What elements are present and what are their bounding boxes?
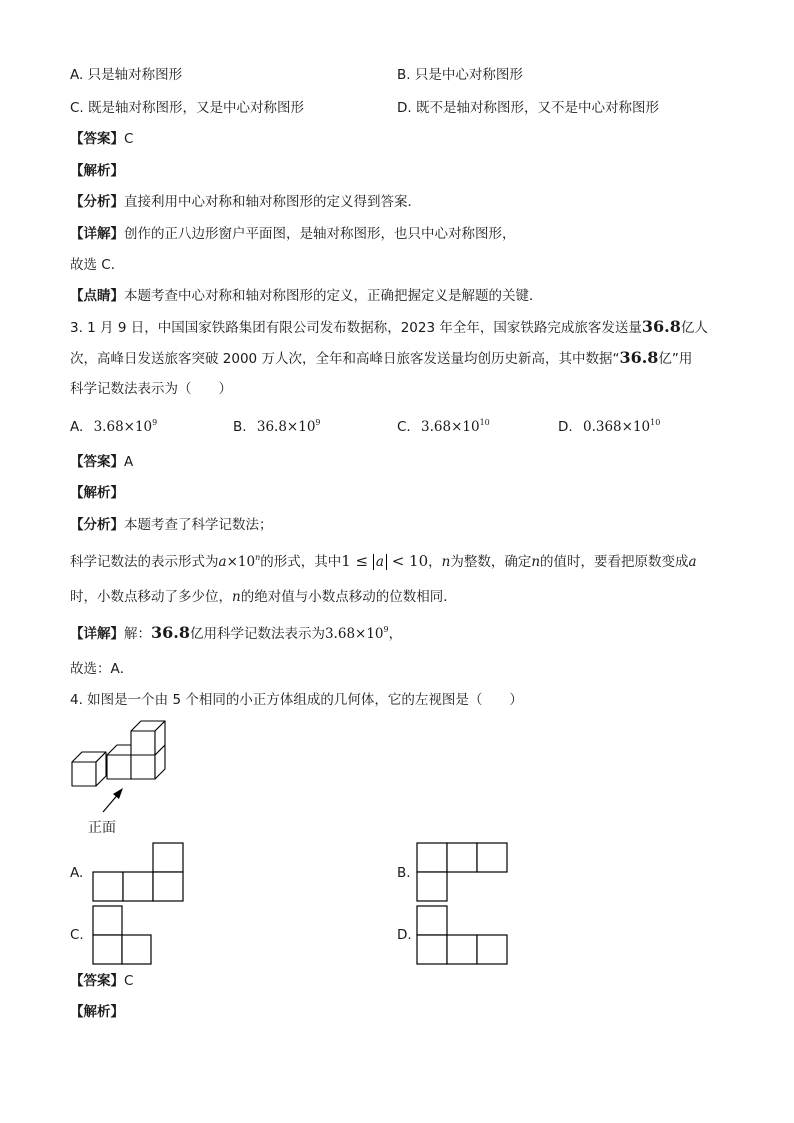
- fenxi-text: 本题考查了科学记数法；: [124, 517, 273, 533]
- rule-text: 科学记数法的表示形式为: [70, 554, 219, 570]
- q3-option-c: [397, 418, 490, 436]
- rule-var-n: n: [531, 554, 541, 570]
- xiangjie-exponent: 9: [383, 625, 389, 634]
- q2-option-a: A. 只是轴对称图形: [70, 67, 183, 83]
- q3-option-b: [233, 418, 321, 436]
- q2-option-b: B. 只是中心对称图形: [397, 67, 523, 83]
- q4-answer: [70, 972, 133, 990]
- q4-option-a-view: [92, 842, 185, 902]
- q3-stem-text: 次，高峰日发送旅客突破 2000 万人次，全年和高峰日旅客发送量均创历史新高，其中数据“: [70, 351, 620, 367]
- q4-option-b-view: [416, 842, 509, 902]
- rule-text: 为整数，确定: [450, 554, 532, 570]
- dianjing-text: 本题考查中心对称和轴对称图形的定义，正确把握定义是解题的关键．: [124, 288, 543, 304]
- q2-option-d: D. 既不是轴对称图形，又不是中心对称图形: [397, 100, 659, 116]
- fenxi-tag: 【分析】: [70, 517, 124, 533]
- rule-var-n: n: [232, 589, 241, 605]
- q3-fenxi: [70, 516, 273, 534]
- q2-fenxi: [70, 193, 421, 211]
- q2-jiexi-tag: 【解析】: [70, 163, 124, 179]
- q2-option-c: C. 既是轴对称图形，又是中心对称图形: [70, 100, 305, 116]
- option-label: A.: [70, 419, 84, 435]
- q2-guxuan: 故选 C．: [70, 257, 125, 273]
- rule-var-a: a: [688, 554, 697, 570]
- cube-face: [131, 731, 155, 755]
- q3-guxuan: 故选：A．: [70, 661, 134, 677]
- rule-x10: ×10: [226, 554, 256, 570]
- xiangjie-tag: 【详解】: [70, 626, 124, 642]
- q2-dianjing: [70, 287, 543, 305]
- q3-stem-line1: [70, 318, 708, 337]
- rule-text: 的形式，其中: [260, 554, 342, 570]
- xiangjie-text: 亿用科学记数法表示为: [189, 626, 325, 642]
- q3-stem-text-end: 亿”用: [658, 351, 693, 367]
- fenxi-tag: 【分析】: [70, 194, 124, 210]
- q3-stem-text: 3. 1 月 9 日，中国国家铁路集团有限公司发布数据称，2023 年全年，国家铁路完成旅客发送量: [70, 320, 642, 336]
- option-label: C.: [397, 419, 411, 435]
- q4-option-d-label: D.: [397, 927, 412, 943]
- q3-stem-line3: 科学记数法表示为（ ）: [70, 381, 232, 397]
- option-label: D.: [558, 419, 573, 435]
- q4-option-b-label: B.: [397, 865, 411, 881]
- q3-option-a: [70, 418, 157, 436]
- xiangjie-text: ，: [388, 626, 403, 642]
- cube-face: [72, 762, 96, 786]
- option-exponent: 10: [650, 418, 661, 427]
- xiangjie-number: 36.8: [151, 623, 190, 642]
- option-value: 0.368×10: [582, 419, 651, 435]
- xiangjie-value: 3.68×10: [324, 626, 384, 642]
- q4-jiexi-tag: 【解析】: [70, 1004, 124, 1020]
- q4-stem: 4. 如图是一个由 5 个相同的小正方体组成的几何体，它的左视图是（ ）: [70, 692, 523, 708]
- rule-ineq-right: < 10: [386, 552, 429, 570]
- q3-rule-line1: [70, 552, 697, 571]
- rule-text: 的绝对值与小数点移动的位数相同．: [240, 589, 457, 605]
- q2-answer: [70, 130, 133, 148]
- q3-rule-line2: [70, 588, 457, 606]
- q4-option-c-label: C.: [70, 927, 84, 943]
- rule-exp-n: n: [255, 553, 261, 562]
- cube-figure: [70, 718, 190, 818]
- answer-tag: 【答案】: [70, 131, 124, 147]
- rule-var-n: n: [441, 554, 451, 570]
- cube-face: [131, 755, 155, 779]
- q4-option-c-view: [92, 905, 154, 965]
- rule-ineq-left: 1 ≤: [341, 552, 373, 570]
- q4-option-a-label: A.: [70, 865, 84, 881]
- q3-stem-text-end: 亿人: [680, 320, 708, 336]
- option-value: 3.68×10: [93, 419, 153, 435]
- answer-value: C: [124, 131, 134, 147]
- fenxi-text: 直接利用中心对称和轴对称图形的定义得到答案．: [124, 194, 421, 210]
- q3-option-d: [558, 418, 660, 436]
- q3-stem-number: 36.8: [641, 317, 681, 336]
- answer-value: C: [124, 973, 134, 989]
- option-exponent: 10: [479, 418, 490, 427]
- q3-xiangjie: [70, 624, 402, 643]
- answer-value: A: [124, 454, 134, 470]
- rule-text: 时，小数点移动了多少位，: [70, 589, 232, 605]
- q3-stem-line2: [70, 349, 692, 368]
- option-exponent: 9: [152, 418, 158, 427]
- q2-xiangjie: [70, 225, 516, 243]
- option-value: 36.8×10: [256, 419, 316, 435]
- answer-tag: 【答案】: [70, 454, 124, 470]
- xiangjie-text: 创作的正八边形窗户平面图，是轴对称图形，也只中心对称图形，: [124, 226, 516, 242]
- dianjing-tag: 【点睛】: [70, 288, 124, 304]
- q3-jiexi-tag: 【解析】: [70, 485, 124, 501]
- rule-abs-a: a: [373, 554, 387, 570]
- q3-answer: [70, 453, 133, 471]
- front-label: 正面: [88, 820, 116, 836]
- rule-var-a: a: [218, 554, 227, 570]
- rule-text: 的值时，要看把原数变成: [540, 554, 689, 570]
- q3-stem-number: 36.8: [619, 348, 659, 367]
- cube-face: [107, 755, 131, 779]
- xiangjie-tag: 【详解】: [70, 226, 124, 242]
- option-label: B.: [233, 419, 247, 435]
- answer-tag: 【答案】: [70, 973, 124, 989]
- option-value: 3.68×10: [421, 419, 480, 435]
- option-exponent: 9: [315, 418, 321, 427]
- rule-text: ，: [428, 554, 442, 570]
- arrow-head-icon: [113, 788, 123, 799]
- xiangjie-text: 解：: [124, 626, 151, 642]
- q4-option-d-view: [416, 905, 509, 965]
